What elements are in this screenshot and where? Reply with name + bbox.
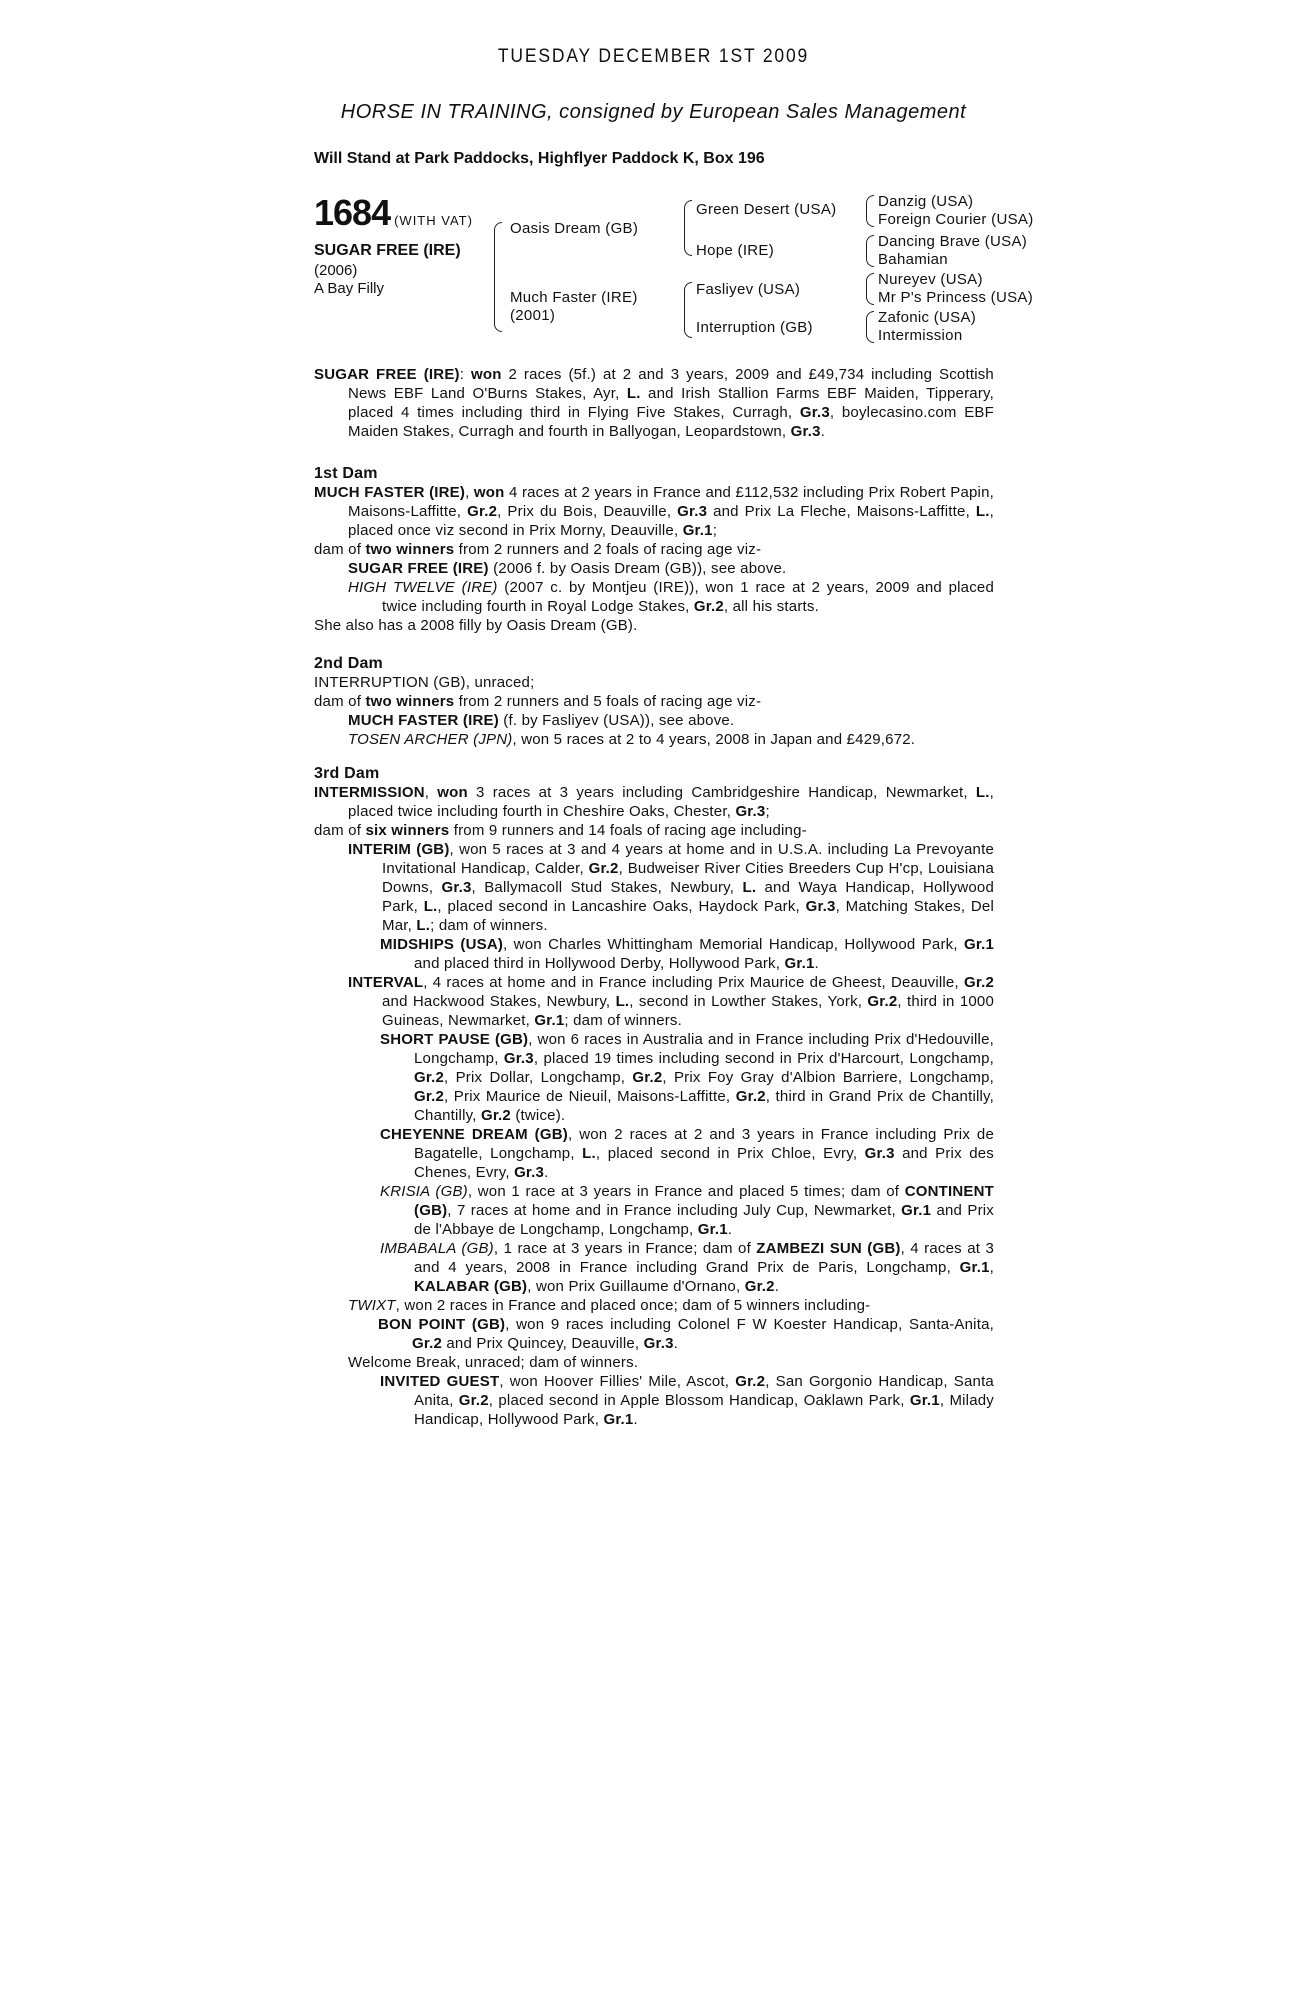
race-record: SUGAR FREE (IRE): won 2 races (5f.) at 2 and 3 years, 2009 and £49,734 including Scottish News EBF Land O'Burns Stakes, Ayr, L. and Irish Stallion Farms EBF Maiden, Tipperary, placed 4 times including third in Flying Five Stakes, Curragh, Gr.3, boylecasino.com EBF Maiden Stakes, Curragh and fourth in Ballyogan, Leopardstown, Gr.3. bbox=[314, 366, 994, 440]
pedigree-sire: Oasis Dream (GB) bbox=[510, 220, 639, 237]
stand-location: Will Stand at Park Paddocks, Highflyer Paddock K, Box 196 bbox=[314, 150, 765, 167]
pedigree-sire-sire: Green Desert (USA) bbox=[696, 201, 837, 218]
pedigree-dam-sire: Fasliyev (USA) bbox=[696, 281, 801, 298]
pedigree-g7: Zafonic (USA) bbox=[878, 309, 977, 326]
first-dam-section: 1st Dam MUCH FASTER (IRE), won 4 races at 2 years in France and £112,532 including Prix Robert Papin, Maisons-Laffitte, Gr.2, Prix du Bois, Deauville, Gr.3 and Prix La Fleche, Maisons-Laffitte, L., placed once viz second in Prix Morny, Deauville, Gr.1; dam of two winners from 2 runners and 2 foals of racing age viz- SUGAR FREE (IRE) (2006 f. by Oasis Dream (GB)), see above. HIGH TWELVE (IRE) (2007 c. by Montjeu (IRE)), won 1 race at 2 years, 2009 and placed twice including fourth in Royal Lodge Stakes, Gr.2, all his starts. She also has a 2008 filly by Oasis Dream (GB). bbox=[314, 465, 995, 634]
horse-description: A Bay Filly bbox=[314, 280, 385, 297]
pedigree-brace bbox=[866, 195, 874, 227]
vat-note: (WITH VAT) bbox=[394, 213, 473, 228]
third-dam-section: 3rd Dam INTERMISSION, won 3 races at 3 years including Cambridgeshire Handicap, Newmarket, L., placed twice including fourth in Cheshire Oaks, Chester, Gr.3; dam of six winners from 9 runners and 14 foals of racing age including- INTERIM (GB), won 5 races at 3 and 4 years at home and in U.S.A. including La Prevoyante Invitational Handicap, Calder, Gr.2, Budweiser River Cities Breeders Cup H'cp, Louisiana Downs, Gr.3, Ballymacoll Stud Stakes, Newbury, L. and Waya Handicap, Hollywood Park, L., placed second in Lancashire Oaks, Haydock Park, Gr.3, Matching Stakes, Del Mar, L.; dam of winners. MIDSHIPS (USA), won Charles Whittingham Memorial Handicap, Hollywood Park, Gr.1 and placed third in Hollywood Derby, Hollywood Park, Gr.1. INTERVAL, 4 races at home and in France including Prix Maurice de Gheest, Deauville, Gr.2 and Hackwood Stakes, Newbury, L., second in Lowther Stakes, York, Gr.2, third in 1000 Guineas, Newmarket, Gr.1; dam of winners. SHORT PAUSE (GB), won 6 races in Australia and in France including Prix d'Hedouville, Longchamp, Gr.3, placed 19 times including second in Prix d'Harcourt, Longchamp, Gr.2, Prix Dollar, Longchamp, Gr.2, Prix Foy Gray d'Albion Barriere, Longchamp, Gr.2, Prix Maurice de Nieuil, Maisons-Laffitte, Gr.2, third in Grand Prix de Chantilly, Chantilly, Gr.2 (twice). CHEYENNE DREAM (GB), won 2 races at 2 and 3 years in France including Prix de Bagatelle, Longchamp, L., placed second in Prix Chloe, Evry, Gr.3 and Prix des Chenes, Evry, Gr.3. KRISIA (GB), won 1 race at 3 years in France and placed 5 times; dam of CONTINENT (GB), 7 races at home and in France including July Cup, Newmarket, Gr.1 and Prix de l'Abbaye de Longchamp, Longchamp, Gr.1. IMBABALA (GB), 1 race at 3 years in France; dam of ZAMBEZI SUN (GB), 4 races at 3 and 4 years, 2008 in France including Grand Prix de Paris, Longchamp, Gr.1, KALABAR (GB), won Prix Guillaume d'Ornano, Gr.2. TWIXT, won 2 races in France and placed once; dam of 5 winners including- BON POINT (GB), won 9 races including Colonel F W Koester Handicap, Santa-Anita, Gr.2 and Prix Quincey, Deauville, Gr.3. Welcome Break, unraced; dam of winners. INVITED GUEST, won Hoover Fillies' Mile, Ascot, Gr.2, San Gorgonio Handicap, Santa Anita, Gr.2, placed second in Apple Blossom Handicap, Oaklawn Park, Gr.1, Milady Handicap, Hollywood Park, Gr.1. bbox=[314, 765, 995, 1428]
pedigree-brace bbox=[684, 282, 692, 338]
first-dam-heading: 1st Dam bbox=[314, 465, 378, 482]
lot-heading bbox=[314, 192, 473, 234]
pedigree-g6: Mr P's Princess (USA) bbox=[878, 289, 1034, 306]
pedigree-dam-year: (2001) bbox=[510, 307, 556, 324]
pedigree-g5: Nureyev (USA) bbox=[878, 271, 983, 288]
consignor-line: HORSE IN TRAINING, consigned by European Sales Management bbox=[340, 101, 967, 123]
pedigree-g1: Danzig (USA) bbox=[878, 193, 974, 210]
lot-number: 1684 bbox=[314, 192, 391, 233]
pedigree-dam: Much Faster (IRE) bbox=[510, 289, 638, 306]
horse-name: SUGAR FREE (IRE) bbox=[314, 242, 461, 259]
pedigree-g8: Intermission bbox=[878, 327, 963, 344]
pedigree-brace bbox=[866, 311, 874, 343]
third-dam-heading: 3rd Dam bbox=[314, 765, 380, 782]
pedigree-brace bbox=[494, 222, 502, 332]
sale-date: TUESDAY DECEMBER 1ST 2009 bbox=[497, 46, 810, 67]
pedigree-brace bbox=[866, 273, 874, 305]
horse-year: (2006) bbox=[314, 262, 358, 279]
second-dam-section: 2nd Dam INTERRUPTION (GB), unraced; dam of two winners from 2 runners and 5 foals of racing age viz- MUCH FASTER (IRE) (f. by Fasliyev (USA)), see above. TOSEN ARCHER (JPN), won 5 races at 2 to 4 years, 2008 in Japan and £429,672. bbox=[314, 654, 994, 749]
second-dam-heading: 2nd Dam bbox=[314, 655, 383, 672]
pedigree-brace bbox=[866, 235, 874, 267]
pedigree-g3: Dancing Brave (USA) bbox=[878, 233, 1028, 250]
pedigree-brace bbox=[684, 200, 692, 256]
pedigree-g4: Bahamian bbox=[878, 251, 948, 268]
pedigree-sire-dam: Hope (IRE) bbox=[696, 242, 775, 259]
pedigree-dam-dam: Interruption (GB) bbox=[696, 319, 813, 336]
pedigree-g2: Foreign Courier (USA) bbox=[878, 211, 1034, 228]
